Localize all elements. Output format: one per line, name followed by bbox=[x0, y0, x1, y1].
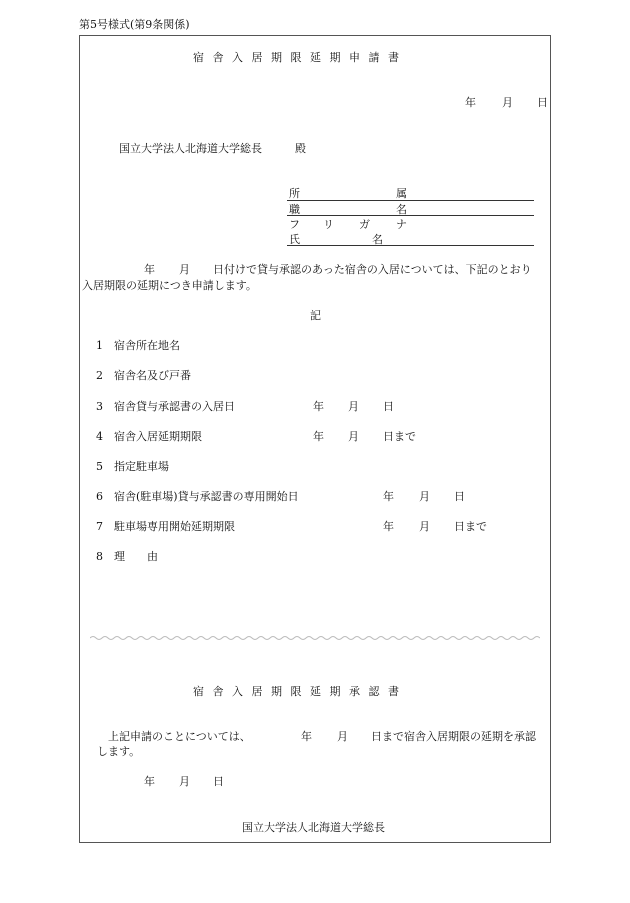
name-line bbox=[287, 245, 534, 246]
item-6-number: 6 bbox=[96, 490, 103, 503]
item-2-number: 2 bbox=[96, 369, 103, 382]
item-3-year: 年 bbox=[313, 400, 324, 413]
position-label-2: 名 bbox=[396, 203, 407, 216]
item-7-year: 年 bbox=[383, 520, 394, 533]
item-6-day: 日 bbox=[454, 490, 465, 503]
item-5-number: 5 bbox=[96, 460, 103, 473]
item-5-label: 指定駐車場 bbox=[114, 460, 169, 473]
approval-date-year: 年 bbox=[144, 775, 155, 788]
application-title: 宿舎入居期限延期申請書 bbox=[193, 51, 408, 64]
name-label-2: 名 bbox=[372, 233, 383, 246]
affiliation-label-2: 属 bbox=[396, 187, 407, 200]
item-3-label: 宿舎貸与承認書の入居日 bbox=[114, 400, 235, 413]
body-line1-text: 日付けで貸与承認のあった宿舎の入居については、下記のとおり bbox=[213, 263, 532, 276]
furigana-label-1: フ bbox=[289, 218, 300, 231]
approval-signatory: 国立大学法人北海道大学総長 bbox=[242, 821, 385, 834]
item-1-label: 宿舎所在地名 bbox=[114, 339, 180, 352]
item-6-label: 宿舎(駐車場)貸与承認書の専用開始日 bbox=[114, 490, 299, 503]
approval-date-day: 日 bbox=[213, 775, 224, 788]
item-1-number: 1 bbox=[96, 339, 103, 352]
item-6-month: 月 bbox=[419, 490, 430, 503]
form-number: 第5号様式(第9条関係) bbox=[79, 18, 190, 31]
cut-line-separator bbox=[90, 634, 540, 642]
affiliation-label-1: 所 bbox=[289, 187, 300, 200]
application-date-day: 日 bbox=[537, 96, 548, 109]
furigana-label-3: ガ bbox=[359, 218, 370, 231]
application-date-month: 月 bbox=[502, 96, 513, 109]
item-4-number: 4 bbox=[96, 430, 103, 443]
addressee-name: 国立大学法人北海道大学総長 bbox=[119, 142, 262, 155]
furigana-label-2: リ bbox=[323, 218, 334, 231]
item-6-year: 年 bbox=[383, 490, 394, 503]
body-month: 月 bbox=[179, 263, 190, 276]
item-3-number: 3 bbox=[96, 400, 103, 413]
approval-title: 宿舎入居期限延期承認書 bbox=[193, 685, 408, 698]
ki-heading: 記 bbox=[310, 309, 321, 322]
item-7-month: 月 bbox=[419, 520, 430, 533]
furigana-label-4: ナ bbox=[396, 218, 407, 231]
name-label-1: 氏 bbox=[289, 233, 300, 246]
item-4-day: 日まで bbox=[383, 430, 416, 443]
application-date-year: 年 bbox=[465, 96, 476, 109]
approval-line2-text: します。 bbox=[97, 745, 141, 758]
item-8-label: 理 由 bbox=[114, 550, 158, 563]
body-year: 年 bbox=[144, 263, 155, 276]
item-7-day: 日まで bbox=[454, 520, 487, 533]
item-4-label: 宿舎入居延期期限 bbox=[114, 430, 202, 443]
item-3-month: 月 bbox=[348, 400, 359, 413]
approval-year: 年 bbox=[301, 730, 312, 743]
addressee-honorific: 殿 bbox=[295, 142, 306, 155]
approval-month: 月 bbox=[337, 730, 348, 743]
approval-date-month: 月 bbox=[179, 775, 190, 788]
item-7-label: 駐車場専用開始延期期限 bbox=[114, 520, 235, 533]
item-3-day: 日 bbox=[383, 400, 394, 413]
body-line2-text: 入居期限の延期につき申請します。 bbox=[82, 279, 257, 292]
position-line bbox=[287, 215, 534, 216]
item-7-number: 7 bbox=[96, 520, 103, 533]
approval-line1-text: 日まで宿舎入居期限の延期を承認 bbox=[371, 730, 536, 743]
item-4-month: 月 bbox=[348, 430, 359, 443]
item-4-year: 年 bbox=[313, 430, 324, 443]
position-label-1: 職 bbox=[289, 203, 300, 216]
affiliation-line bbox=[287, 200, 534, 201]
item-8-number: 8 bbox=[96, 550, 103, 563]
item-2-label: 宿舎名及び戸番 bbox=[114, 369, 191, 382]
approval-lead-text: 上記申請のことについては、 bbox=[108, 730, 251, 743]
